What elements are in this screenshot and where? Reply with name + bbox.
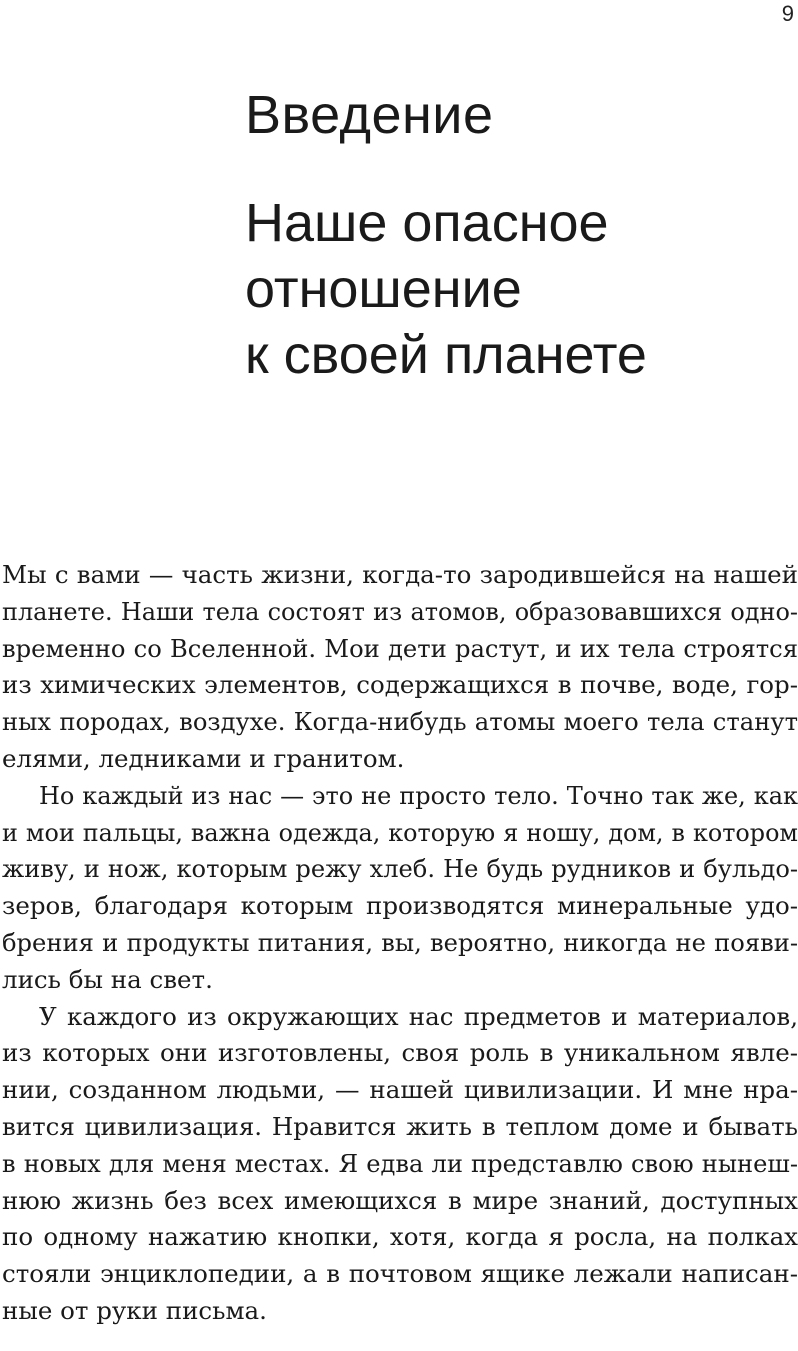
body-text xyxy=(2,557,798,1330)
text-line: брения и продукты питания, вы, вероятно, никогда не появи- xyxy=(2,928,798,957)
text-line: временно со Вселенной. Мои дети растут, и их тела строятся xyxy=(2,634,798,663)
text-line: из химических элементов, содержащихся в почве, воде, гор- xyxy=(2,670,798,700)
page-number: 9 xyxy=(781,1,794,26)
text-line: стояли энциклопедии, а в почтовом ящике лежали написан- xyxy=(2,1259,798,1289)
chapter-title-line: отношение xyxy=(245,259,522,319)
chapter-label: Введение xyxy=(245,85,494,145)
text-line: У каждого из окружающих нас предметов и материалов, xyxy=(39,1001,798,1031)
chapter-title-line: Наше опасное xyxy=(245,193,609,253)
text-line: по одному нажатию кнопки, хотя, когда я росла, на полках xyxy=(2,1222,798,1252)
text-line: и мои пальцы, важна одежда, которую я ношу, дом, в котором xyxy=(2,818,798,847)
text-line: живу, и нож, которым режу хлеб. Не будь рудников и бульдо- xyxy=(2,855,798,884)
paragraph xyxy=(2,778,798,999)
chapter-title xyxy=(245,190,795,388)
paragraph xyxy=(2,999,798,1330)
text-line: Но каждый из нас — это не просто тело. Точно так же, как xyxy=(39,781,798,810)
text-line: ные от руки письма. xyxy=(2,1295,267,1325)
text-line: зеров, благодаря которым производятся минеральные удо- xyxy=(2,891,798,921)
chapter-title-line: к своей планете xyxy=(245,325,647,385)
text-line: елями, ледниками и гранитом. xyxy=(2,743,405,773)
text-line: лись бы на свет. xyxy=(2,964,213,994)
text-line: в новых для меня местах. Я едва ли представлю свою нынеш- xyxy=(2,1149,798,1178)
text-line: нюю жизнь без всех имеющихся в мире знаний, доступных xyxy=(2,1185,798,1215)
text-line: нии, созданном людьми, — нашей цивилизации. И мне нра- xyxy=(2,1075,798,1105)
paragraph xyxy=(2,557,798,778)
text-line: Мы с вами — часть жизни, когда-то зародившейся на нашей xyxy=(2,560,798,589)
text-line: вится цивилизация. Нравится жить в теплом доме и бывать xyxy=(2,1111,798,1141)
text-line: ных породах, воздухе. Когда-нибудь атомы моего тела станут xyxy=(2,708,798,737)
chapter-heading xyxy=(245,82,795,388)
text-line: планете. Наши тела состоят из атомов, образовавшихся одно- xyxy=(2,597,798,626)
text-line: из которых они изготовлены, своя роль в уникальном явле- xyxy=(2,1038,798,1068)
